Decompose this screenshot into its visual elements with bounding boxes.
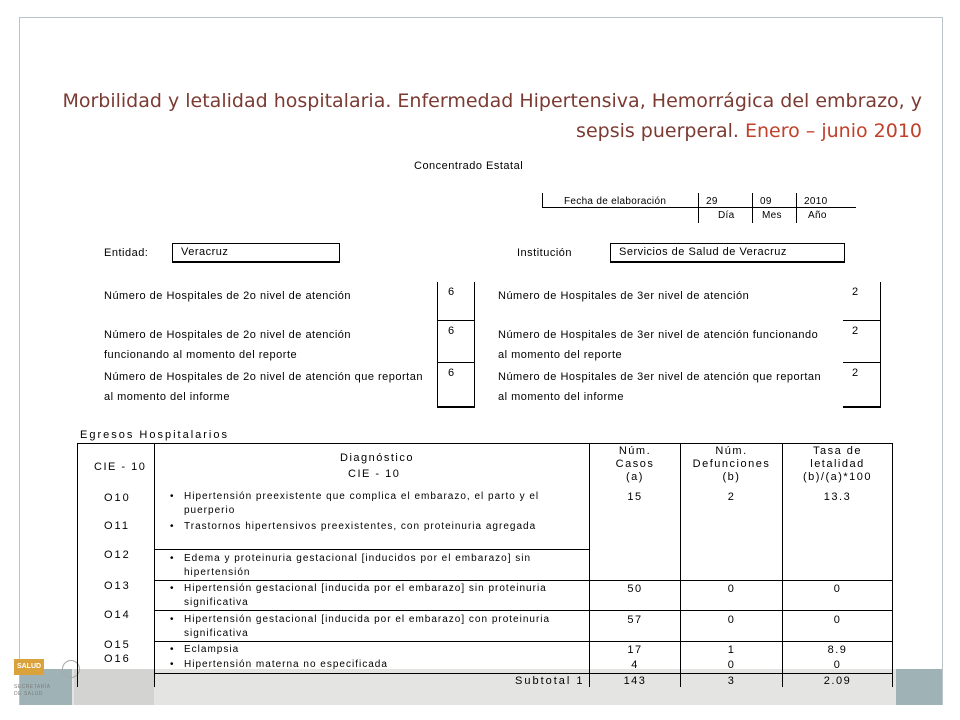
row-diag: • Eclampsia — [184, 644, 584, 655]
row-line — [154, 673, 892, 674]
table-border-right — [892, 443, 893, 687]
row-cie: O10 — [104, 492, 131, 504]
hosp-2-value: 6 — [448, 367, 455, 379]
col-casos: Núm. Casos (a) — [615, 445, 655, 483]
row-tasa: 8.9 — [827, 644, 848, 656]
col-tasa: Tasa de letalidad (b)/(a)*100 — [802, 445, 873, 483]
fecha-day: 29 — [706, 196, 718, 207]
hosp-2-label: Número de Hospitales de 2o nivel de atención funcionando al momento del reporte — [104, 329, 352, 361]
entidad-field: Veracruz — [172, 243, 340, 263]
subtitle: Concentrado Estatal — [414, 160, 524, 172]
row-casos: 57 — [627, 614, 643, 626]
subtotal-def: 3 — [727, 675, 736, 687]
row-def: 2 — [727, 491, 736, 503]
title-period: Enero – junio 2010 — [745, 120, 922, 142]
fecha-line — [543, 207, 856, 208]
hosp-divider — [880, 282, 881, 408]
page-title: Morbilidad y letalidad hospitalaria. Enfermedad Hipertensiva, Hemorrágica del embrazo, y sepsis puerperal. Enero – junio 2010 — [62, 90, 922, 142]
subtotal-tasa: 2.09 — [823, 675, 852, 687]
col-diag: Diagnóstico — [340, 452, 414, 464]
row-cie: O13 — [104, 580, 131, 592]
hosp-2-label: Número de Hospitales de 2o nivel de atención que reportan al momento del informe — [104, 371, 423, 403]
hosp-2-value: 6 — [448, 286, 455, 298]
institucion-field: Servicios de Salud de Veracruz — [610, 243, 845, 263]
row-line — [154, 549, 589, 550]
row-line — [154, 610, 892, 611]
row-cie: O14 — [104, 609, 131, 621]
hosp-row-line — [437, 320, 475, 321]
fecha-day-label: Día — [718, 210, 735, 221]
row-cie: O12 — [104, 549, 131, 561]
fecha-divider — [698, 193, 699, 223]
salud-logo: SALUD — [14, 659, 44, 675]
row-tasa: 0 — [833, 659, 842, 671]
col-diag-sub: CIE - 10 — [348, 468, 401, 480]
row-diag: • Hipertensión preexistente que complica el embarazo, el parto y el puerperio — [184, 490, 584, 518]
hosp-divider — [437, 282, 438, 408]
row-diag: • Hipertensión gestacional [inducida por el embarazo] con proteinuria significativa — [184, 613, 584, 641]
hosp-3-label: Número de Hospitales de 3er nivel de atención funcionando al momento del reporte — [498, 329, 819, 361]
fecha-divider — [752, 193, 753, 223]
fecha-divider — [796, 193, 797, 223]
row-cie: O11 — [104, 520, 130, 532]
hosp-3-value: 2 — [852, 367, 859, 379]
hosp-row-line — [843, 362, 881, 363]
fecha-year-label: Año — [808, 210, 827, 221]
fecha-month-label: Mes — [762, 210, 782, 221]
logo-text: SECRETARÍA DE SALUD — [14, 684, 51, 697]
footer-block — [74, 669, 154, 705]
col-cie: CIE - 10 — [94, 461, 147, 473]
table-top-border — [77, 443, 892, 444]
hosp-row-line — [843, 320, 881, 321]
row-line — [154, 641, 892, 642]
hosp-3-label: Número de Hospitales de 3er nivel de atención — [498, 290, 750, 302]
row-line — [154, 580, 892, 581]
col-defunciones: Núm. Defunciones (b) — [692, 445, 771, 483]
hosp-row-line — [437, 362, 475, 363]
fecha-month: 09 — [760, 196, 772, 207]
row-tasa: 13.3 — [823, 491, 852, 503]
row-casos: 4 — [631, 659, 639, 671]
row-diag: • Trastornos hipertensivos preexistentes, con proteinuria agregada — [184, 520, 584, 534]
row-tasa: 0 — [833, 583, 842, 595]
subtotal-casos: 143 — [623, 675, 647, 687]
row-def: 0 — [727, 614, 736, 626]
row-cie: O15 — [104, 639, 131, 651]
fecha-divider — [542, 193, 543, 208]
entidad-label: Entidad: — [104, 247, 149, 259]
row-diag: • Edema y proteinuria gestacional [inducidos por el embarazo] sin hipertensión — [184, 552, 584, 580]
hosp-2-label: Número de Hospitales de 2o nivel de atención — [104, 290, 352, 302]
hosp-2-value: 6 — [448, 325, 455, 337]
row-cie: O16 — [104, 653, 131, 665]
row-def: 0 — [727, 659, 736, 671]
fecha-year: 2010 — [804, 196, 828, 207]
fecha-label: Fecha de elaboración — [564, 196, 667, 207]
hosp-3-value: 2 — [852, 286, 859, 298]
hosp-bottom — [843, 406, 881, 408]
row-def: 1 — [727, 644, 736, 656]
egresos-heading: Egresos Hospitalarios — [80, 429, 229, 441]
table-col-divider — [154, 443, 155, 687]
hosp-bottom — [437, 406, 475, 408]
hosp-3-value: 2 — [852, 325, 859, 337]
hosp-3-label: Número de Hospitales de 3er nivel de atención que reportan al momento del informe — [498, 371, 822, 403]
row-diag: • Hipertensión gestacional [inducida por el embarazo] sin proteinuria significativa — [184, 582, 584, 610]
row-casos: 50 — [627, 583, 643, 595]
row-diag: • Hipertensión materna no especificada — [184, 659, 584, 670]
subtotal-label: Subtotal 1 — [515, 675, 585, 687]
row-def: 0 — [727, 583, 736, 595]
row-tasa: 0 — [833, 614, 842, 626]
hosp-divider — [474, 282, 475, 408]
row-casos: 15 — [627, 491, 643, 503]
institucion-label: Institución — [517, 247, 573, 259]
footer-accent-right — [896, 669, 942, 705]
row-casos: 17 — [627, 644, 643, 656]
table-border-left — [77, 443, 78, 687]
